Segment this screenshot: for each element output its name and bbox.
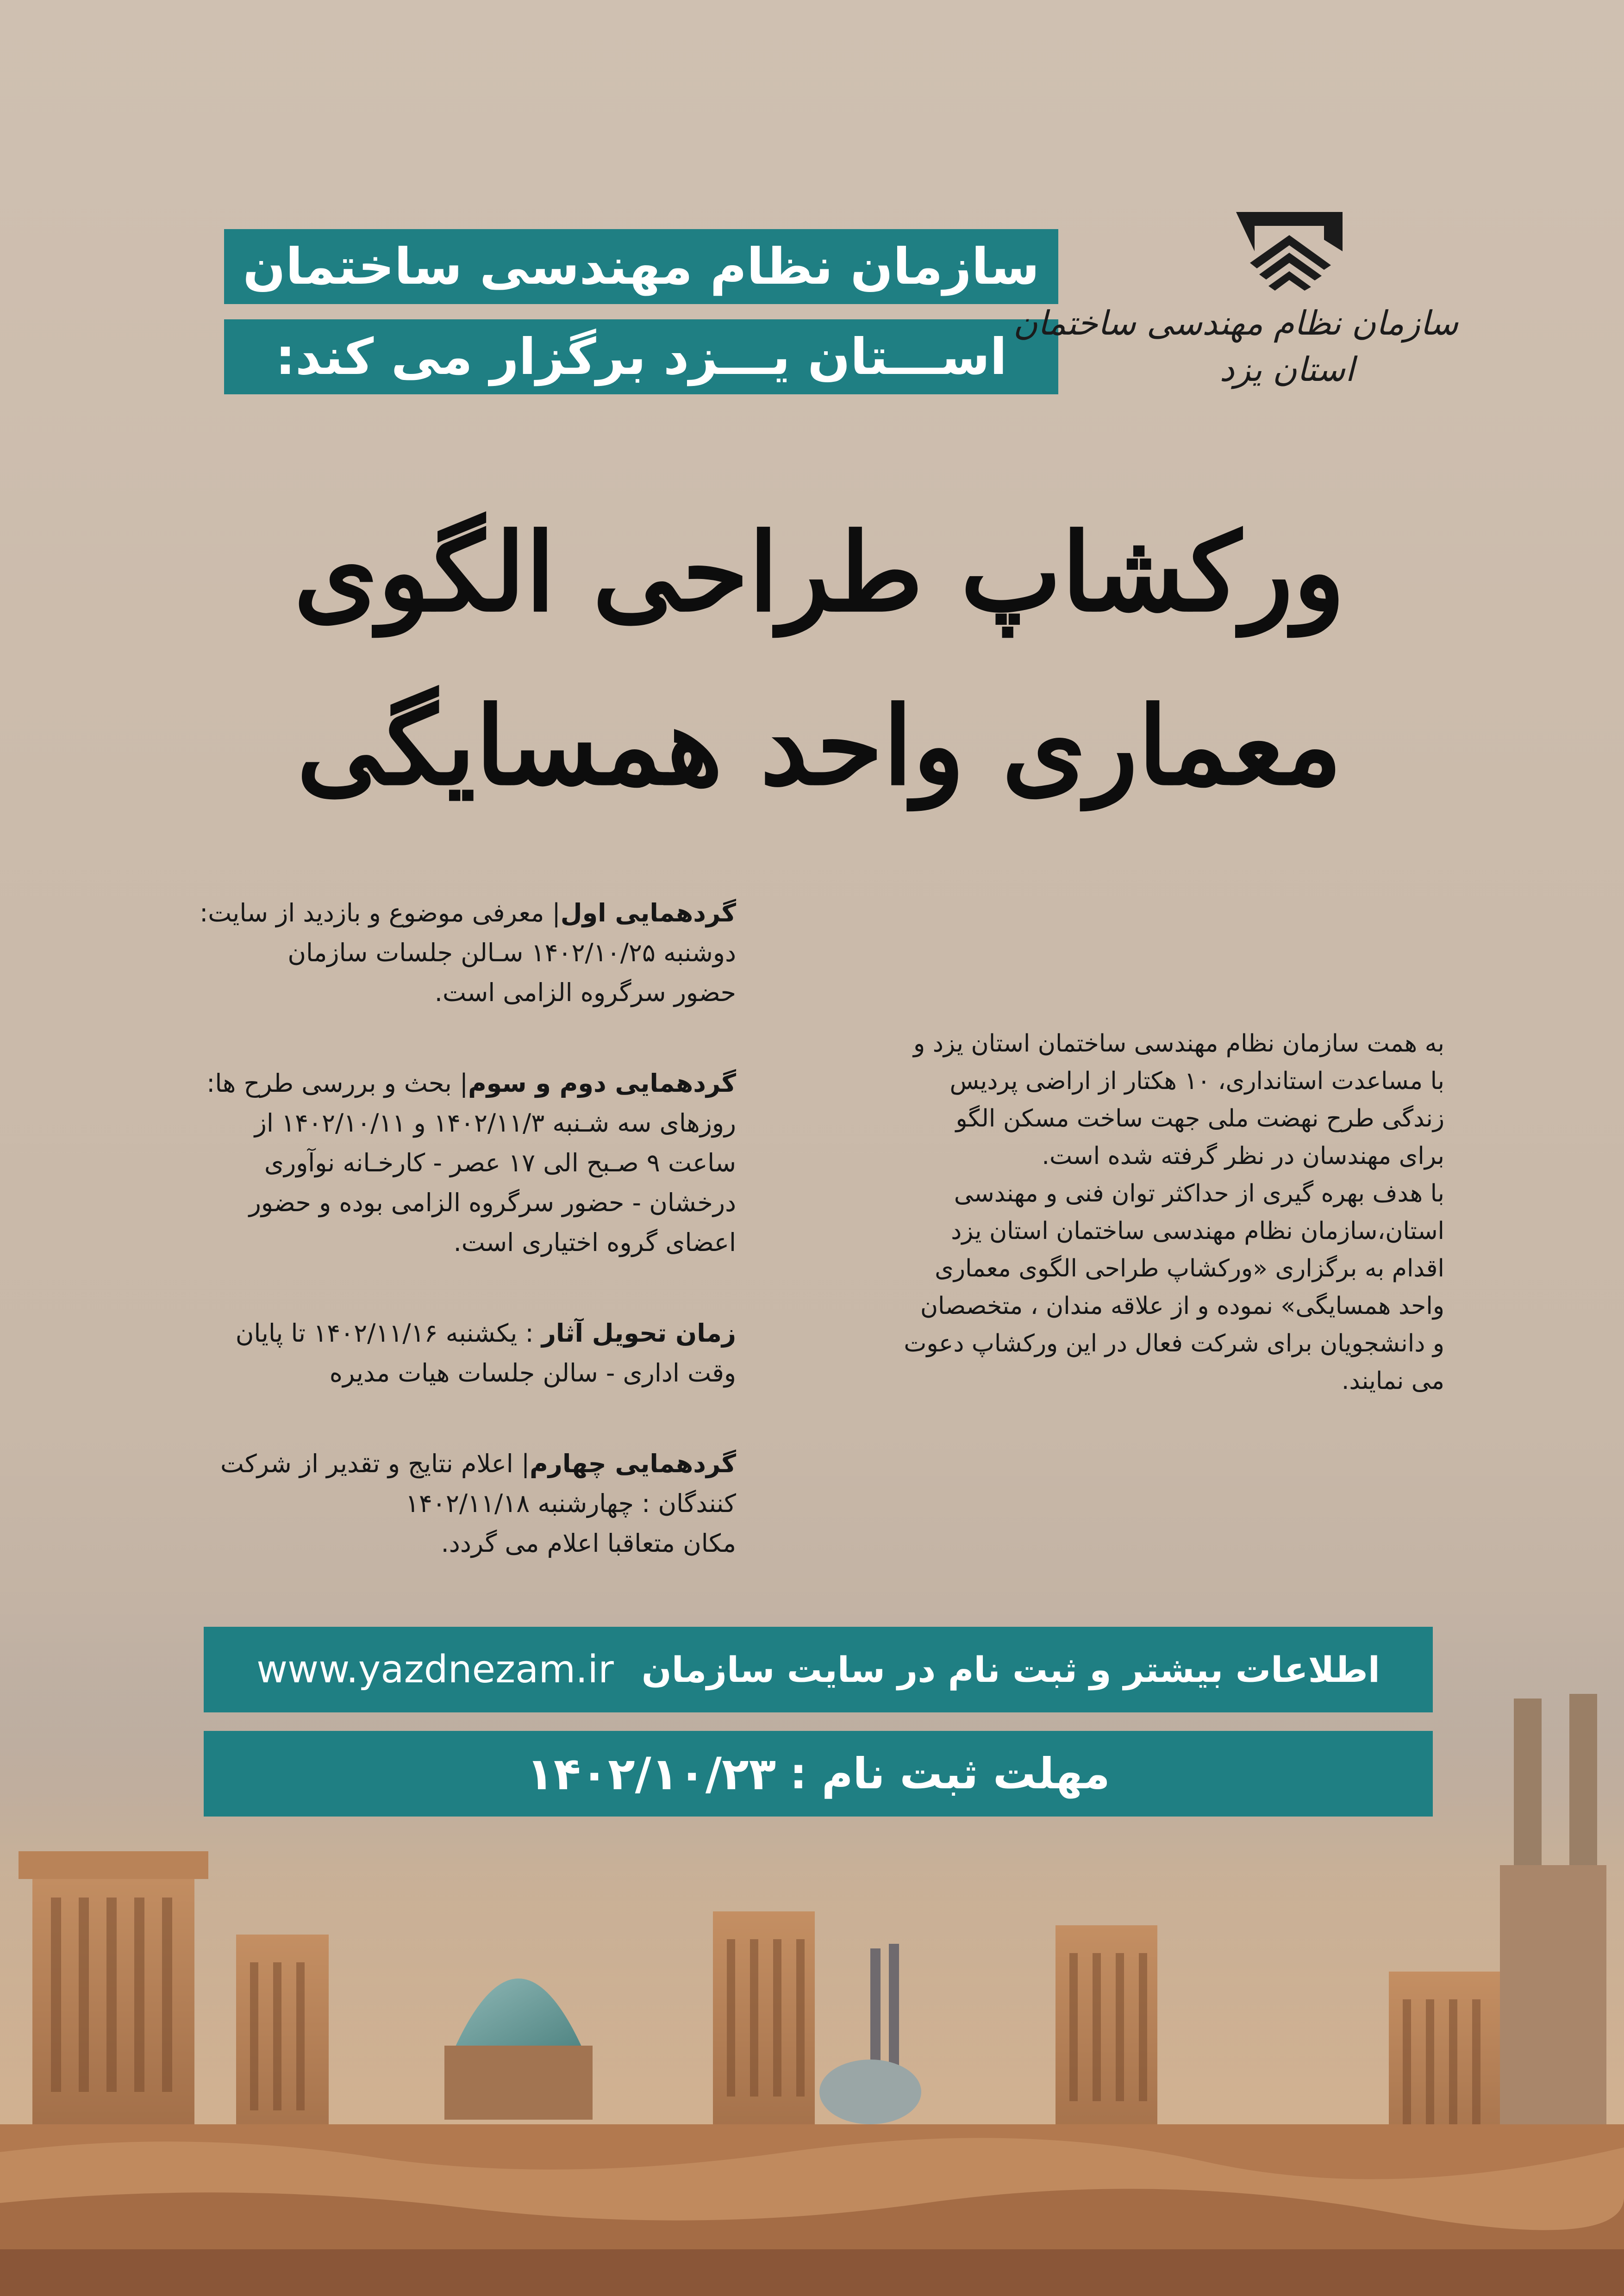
- intro-line: زندگی طرح نهضت ملی جهت ساخت مسکن الگو: [956, 1105, 1444, 1132]
- schedule-item-fourth-meeting: [218, 1444, 736, 1563]
- main-title-line2: معماری واحد همسایگی: [296, 683, 1343, 809]
- intro-line: برای مهندسان در نظر گرفته شده است.: [1042, 1142, 1444, 1170]
- deadline-bar: [204, 1731, 1433, 1817]
- intro-line: می نمایند.: [1341, 1367, 1444, 1395]
- schedule-line: درخشان - حضور سرگروه الزامی بوده و حضور: [249, 1188, 736, 1217]
- schedule-label: گردهمایی دوم و سوم: [468, 1069, 736, 1098]
- schedule-item-submission: [218, 1313, 736, 1393]
- main-title-line1: ورکشاپ طراحی الگوی: [294, 509, 1345, 635]
- intro-line: با هدف بهره گیری از حداکثر توان فنی و مهندسی: [954, 1180, 1444, 1207]
- intro-line: و دانشجویان برای شرکت فعال در این ورکشاپ دعوت: [904, 1330, 1444, 1357]
- schedule-line: مکان متعاقبا اعلام می گردد.: [441, 1529, 736, 1558]
- schedule-label: زمان تحویل آثار: [541, 1319, 736, 1348]
- website-link[interactable]: www.yazdnezam.ir: [256, 1648, 614, 1692]
- schedule-line: روزهای سه شـنبه ۱۴۰۲/۱۱/۳ و ۱۴۰۲/۱۰/۱۱ از: [254, 1108, 736, 1138]
- intro-line: اقدام به برگزاری «ورکشاپ طراحی الگوی معماری: [935, 1255, 1444, 1282]
- registration-info-bar: [204, 1627, 1433, 1712]
- intro-line: با مساعدت استانداری، ۱۰ هکتار از اراضی پردیس: [949, 1067, 1444, 1095]
- schedule-line: حضور سرگروه الزامی است.: [434, 978, 736, 1007]
- registration-info-text: اطلاعات بیشتر و ثبت نام در سایت سازمان: [641, 1649, 1380, 1690]
- schedule-line: دوشنبه ۱۴۰۲/۱۰/۲۵ سـالن جلسات سازمان: [287, 938, 736, 967]
- schedule-line: | اعلام نتایج و تقدیر از شرکت: [220, 1449, 530, 1478]
- schedule-line: | معرفی موضوع و بازدید از سایت:: [200, 898, 561, 927]
- schedule-line: : یکشنبه ۱۴۰۲/۱۱/۱۶ تا پایان: [235, 1319, 542, 1348]
- schedule-line: کنندگان : چهارشنبه ۱۴۰۲/۱۱/۱۸: [405, 1489, 736, 1518]
- schedule-line: اعضای گروه اختیاری است.: [453, 1228, 736, 1257]
- logo-text: [1013, 300, 1458, 392]
- logo-text-line2: استان یزد: [1219, 350, 1355, 389]
- intro-line: استان،سازمان نظام مهندسی ساختمان استان یزد: [951, 1217, 1444, 1245]
- house-roof-logo-icon: [1231, 207, 1347, 291]
- organizer-banner-line2: اســـتان یـــزد برگزار می کند:: [224, 319, 1058, 394]
- schedule-item-first-meeting: [200, 893, 736, 1013]
- schedule-line: ساعت ۹ صـبح الی ۱۷ عصر - کارخـانه نوآوری: [264, 1148, 736, 1177]
- intro-line: به همت سازمان نظام مهندسی ساختمان استان یزد و: [913, 1030, 1444, 1058]
- logo-text-line1: سازمان نظام مهندسی ساختمان: [1013, 304, 1458, 342]
- schedule-item-second-third-meeting: [206, 1064, 736, 1263]
- deadline-label: مهلت ثبت نام :: [790, 1749, 1110, 1798]
- intro-line: واحد همسایگی» نموده و از علاقه مندان ، متخصصان: [920, 1292, 1444, 1320]
- schedule-line: وقت اداری - سالن جلسات هیات مدیره: [329, 1358, 736, 1388]
- schedule-line: | بحث و بررسی طرح ها:: [206, 1069, 468, 1098]
- deadline-date: ۱۴۰۲/۱۰/۲۳: [526, 1748, 776, 1800]
- organization-logo: [1013, 207, 1458, 402]
- schedule-section: [200, 893, 736, 1614]
- organizer-banner-line1: سازمان نظام مهندسی ساختمان: [224, 229, 1058, 304]
- schedule-label: گردهمایی اول: [560, 898, 736, 927]
- schedule-label: گردهمایی چهارم: [530, 1449, 736, 1478]
- intro-paragraph: [889, 1025, 1444, 1400]
